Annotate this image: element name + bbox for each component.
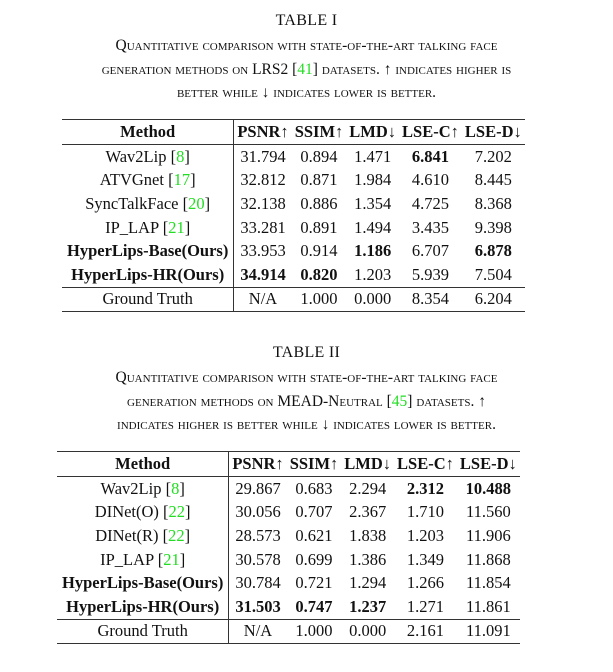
value-cell: 1.984	[354, 170, 392, 190]
table-row	[62, 145, 525, 169]
value-cell: 0.871	[300, 170, 338, 190]
citation-link[interactable]: 17	[173, 170, 191, 190]
value-cell: 1.838	[349, 525, 387, 545]
value-cell: 8.368	[474, 193, 512, 213]
method-name: Wav2Lip	[105, 146, 167, 166]
value-cell: 0.707	[295, 502, 333, 522]
value-cell: 1.203	[354, 264, 392, 284]
value-cell: 1.294	[349, 573, 387, 593]
value-cell: 0.891	[300, 217, 338, 237]
value-cell: 31.794	[240, 146, 286, 166]
column-header: LMD↓	[346, 120, 399, 145]
caption-text: generation methods on MEAD-Neutral [	[127, 392, 392, 410]
method-name: HyperLips-Base(Ours)	[62, 573, 224, 593]
citation-link[interactable]: 21	[168, 217, 185, 237]
value-cell: 0.000	[346, 287, 399, 312]
table-row	[57, 571, 520, 595]
value-cell: 2.294	[349, 478, 387, 498]
value-cell: 6.878	[474, 241, 512, 261]
value-cell: 4.610	[411, 170, 450, 190]
value-cell: 7.202	[474, 146, 512, 166]
ground-truth-row	[57, 619, 520, 644]
value-cell: 0.683	[295, 478, 333, 498]
method-cell: IP_LAP [21]	[62, 216, 234, 240]
value-cell: 1.471	[354, 146, 392, 166]
citation-link[interactable]: 41	[297, 60, 313, 78]
value-cell: 30.056	[235, 502, 281, 522]
column-header: LSE-D↓	[457, 452, 520, 477]
column-header: PSNR↑	[234, 120, 292, 145]
value-cell: 2.161	[394, 619, 457, 644]
method-cell: Ground Truth	[57, 619, 229, 644]
caption-line: better while ↓ indicates lower is better.	[176, 84, 437, 101]
citation-link[interactable]: 21	[163, 549, 180, 569]
caption-text: ] datasets. ↑ indicates higher is	[312, 60, 512, 78]
column-header: LMD↓	[341, 452, 394, 477]
method-name: ATVGnet	[99, 170, 164, 190]
value-cell: 1.186	[354, 241, 392, 261]
method-cell: SyncTalkFace [20]	[62, 192, 234, 216]
value-cell: 0.894	[300, 146, 338, 166]
method-cell	[57, 571, 229, 595]
column-header: SSIM↑	[292, 120, 347, 145]
method-cell: DINet(R) [22]	[57, 524, 229, 548]
caption-text: generation methods on LRS2 [	[101, 60, 298, 78]
value-cell: 0.699	[295, 549, 333, 569]
value-cell: 2.312	[406, 478, 445, 498]
value-cell: 29.867	[235, 478, 281, 498]
table-1-title: TABLE I	[275, 12, 338, 29]
value-cell: 5.939	[411, 264, 450, 284]
citation-link[interactable]: 8	[171, 478, 180, 498]
value-cell: 6.204	[462, 287, 525, 312]
method-cell	[62, 263, 234, 287]
method-name: Wav2Lip	[100, 478, 162, 498]
value-cell: 0.747	[295, 596, 333, 616]
value-cell: 1.354	[354, 193, 392, 213]
value-cell: 1.266	[406, 573, 445, 593]
value-cell: 0.000	[341, 619, 394, 644]
value-cell: 1.237	[349, 596, 387, 616]
value-cell: 11.091	[457, 619, 520, 644]
results-table-2	[57, 451, 520, 644]
value-cell: N/A	[229, 619, 287, 644]
method-cell	[57, 595, 229, 619]
citation-link[interactable]: 45	[391, 392, 408, 410]
value-cell: 6.841	[411, 146, 450, 166]
method-name: HyperLips-HR(Ours)	[71, 264, 225, 284]
table-row	[62, 192, 525, 216]
value-cell: 0.914	[300, 241, 338, 261]
ground-truth-row	[62, 287, 525, 312]
value-cell: N/A	[234, 287, 292, 312]
value-cell: 2.367	[349, 502, 387, 522]
method-name: SyncTalkFace	[85, 193, 179, 213]
value-cell: 11.560	[465, 502, 511, 522]
table-row	[62, 263, 525, 287]
value-cell: 6.707	[411, 241, 450, 261]
table-row	[62, 216, 525, 240]
citation-link[interactable]: 22	[168, 502, 186, 522]
method-name: IP_LAP	[100, 549, 154, 569]
method-name: IP_LAP	[105, 217, 159, 237]
caption-line: indicates higher is better while ↓ indicates lower is better.	[117, 416, 496, 433]
value-cell: 8.354	[399, 287, 462, 312]
value-cell: 1.710	[406, 502, 445, 522]
method-cell: ATVGnet [17]	[62, 169, 234, 193]
citation-link[interactable]: 20	[188, 193, 205, 213]
column-header: LSE-D↓	[462, 120, 525, 145]
column-header: SSIM↑	[287, 452, 342, 477]
caption-line: Quantitative comparison with state-of-the-art talking face	[115, 369, 498, 386]
table-2-caption	[0, 366, 613, 437]
table-row	[62, 169, 525, 193]
table-row	[62, 239, 525, 263]
table-row	[57, 548, 520, 572]
value-cell: 1.386	[349, 549, 387, 569]
value-cell: 0.886	[300, 193, 338, 213]
value-cell: 30.578	[235, 549, 281, 569]
value-cell: 9.398	[474, 217, 512, 237]
value-cell: 11.861	[465, 596, 511, 616]
value-cell: 1.271	[406, 596, 445, 616]
value-cell: 8.445	[474, 170, 512, 190]
value-cell: 4.725	[411, 193, 450, 213]
value-cell: 1.349	[406, 549, 445, 569]
value-cell: 11.854	[465, 573, 511, 593]
column-header: PSNR↑	[229, 452, 287, 477]
citation-link[interactable]: 22	[168, 525, 185, 545]
value-cell: 34.914	[240, 264, 286, 284]
method-name: DINet(O)	[94, 502, 159, 522]
value-cell: 31.503	[235, 596, 281, 616]
results-table-1	[62, 119, 525, 312]
table-row	[57, 524, 520, 548]
value-cell: 0.621	[295, 525, 333, 545]
value-cell: 0.820	[300, 264, 338, 284]
method-name: HyperLips-HR(Ours)	[66, 596, 220, 616]
method-cell: DINet(O) [22]	[57, 501, 229, 525]
table-row	[57, 501, 520, 525]
table-row	[57, 477, 520, 501]
value-cell: 11.906	[465, 525, 511, 545]
value-cell: 7.504	[474, 264, 512, 284]
value-cell: 33.281	[240, 217, 286, 237]
method-cell: Wav2Lip [8]	[62, 145, 234, 169]
header-row	[62, 120, 525, 145]
header-row	[57, 452, 520, 477]
column-header: Method	[62, 120, 234, 145]
value-cell: 32.812	[240, 170, 286, 190]
value-cell: 30.784	[235, 573, 281, 593]
value-cell: 1.000	[287, 619, 342, 644]
caption-line	[0, 390, 613, 414]
value-cell: 32.138	[240, 193, 286, 213]
method-cell: IP_LAP [21]	[57, 548, 229, 572]
value-cell: 33.953	[240, 241, 286, 261]
citation-link[interactable]: 8	[176, 146, 185, 166]
table-row	[57, 595, 520, 619]
method-cell: Wav2Lip [8]	[57, 477, 229, 501]
method-cell: Ground Truth	[62, 287, 234, 312]
method-name: HyperLips-Base(Ours)	[67, 241, 229, 261]
column-header: LSE-C↑	[399, 120, 462, 145]
column-header: LSE-C↑	[394, 452, 457, 477]
value-cell: 28.573	[235, 525, 281, 545]
caption-line: Quantitative comparison with state-of-the-art talking face	[115, 37, 498, 54]
table-1-caption	[0, 34, 613, 105]
value-cell: 3.435	[411, 217, 450, 237]
caption-line	[0, 58, 613, 82]
value-cell: 1.494	[354, 217, 392, 237]
value-cell: 10.488	[465, 478, 512, 498]
method-cell	[62, 239, 234, 263]
table-2-title: TABLE II	[272, 344, 341, 361]
caption-text: ] datasets. ↑	[407, 392, 486, 410]
value-cell: 11.868	[465, 549, 511, 569]
value-cell: 1.000	[292, 287, 347, 312]
value-cell: 1.203	[406, 525, 445, 545]
column-header: Method	[57, 452, 229, 477]
value-cell: 0.721	[295, 573, 333, 593]
method-name: DINet(R)	[95, 525, 159, 545]
